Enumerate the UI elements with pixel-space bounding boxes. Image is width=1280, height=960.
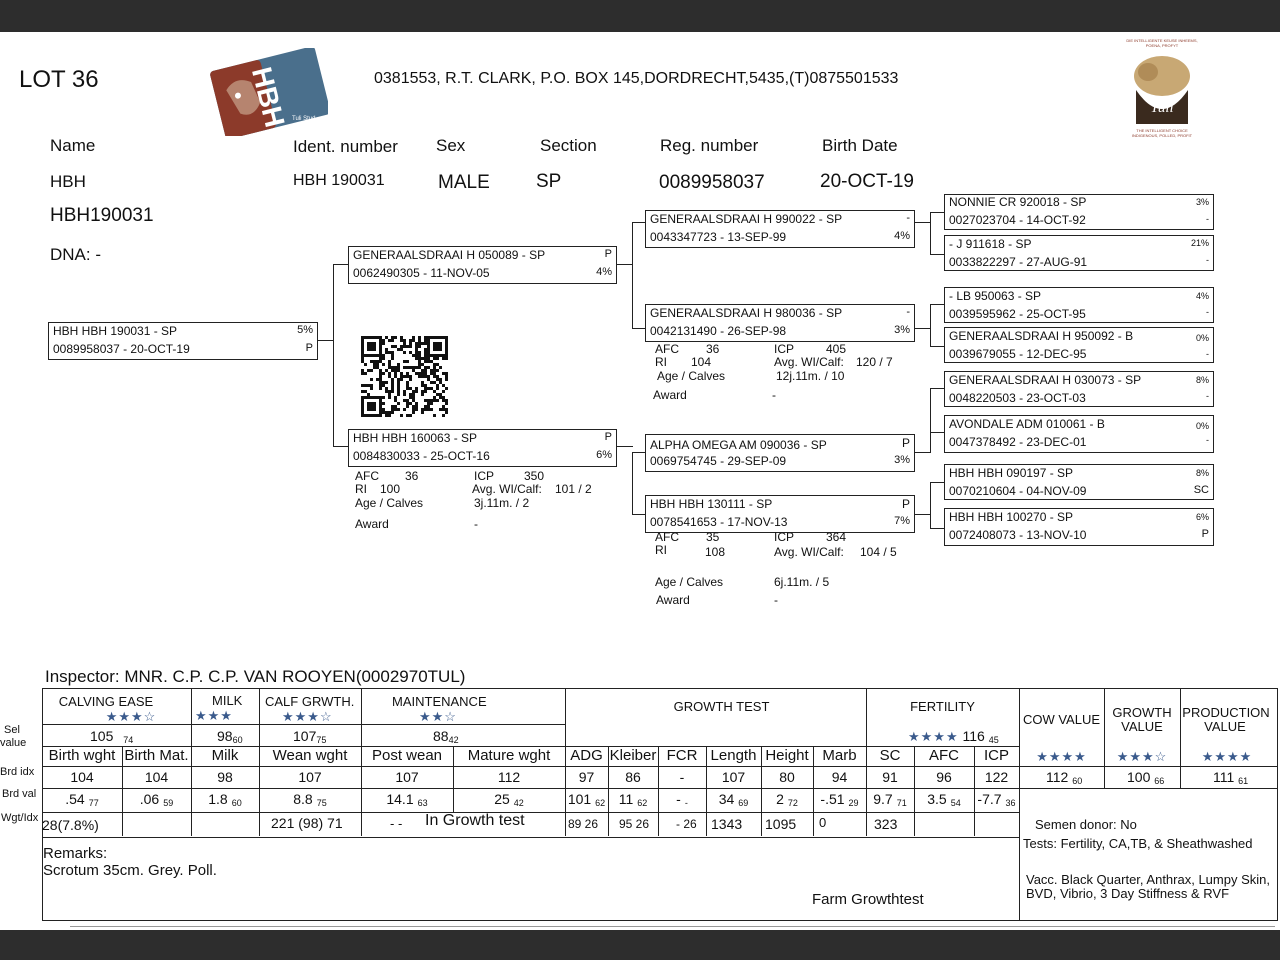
remarks-label: Remarks: — [43, 845, 108, 862]
pedigree-flag: - — [1206, 349, 1209, 359]
icp-value: 405 — [826, 342, 847, 356]
ri-value: 100 — [380, 482, 401, 496]
pedigree-gg-6 — [944, 415, 1214, 453]
pedigree-name: HBH HBH 090197 - SP — [949, 466, 1074, 480]
pedigree-name: HBH HBH 100270 - SP — [949, 510, 1074, 524]
award-label: Award — [653, 388, 687, 402]
column-header: Height — [765, 747, 809, 764]
wgt-height: 1095 — [765, 816, 797, 832]
pedigree-gg-7 — [944, 464, 1214, 500]
pedigree-flag: - — [1206, 391, 1209, 401]
row-label-wgt-idx: Wgt/Idx — [1, 812, 39, 824]
sel-milk: $98_{60}$ — [217, 728, 243, 745]
connector-line — [632, 514, 645, 515]
pedigree-name: AVONDALE ADM 010061 - B — [949, 417, 1105, 431]
header-maintenance: MAINTENANCE — [392, 694, 487, 709]
connector-line — [930, 304, 931, 346]
pedigree-flag: - — [906, 306, 910, 318]
pedigree-percent: 8% — [1195, 375, 1209, 385]
connector-line — [617, 264, 633, 265]
header-growth-value-2: VALUE — [1121, 719, 1163, 734]
inspector: Inspector: MNR. C.P. C.P. VAN ROOYEN(0002970TUL) — [45, 667, 466, 686]
pedigree-percent: 8% — [1195, 468, 1209, 478]
wgt-post-wean: - - — [390, 816, 403, 831]
sel-maintenance: $88_{42}$ — [433, 728, 459, 745]
header-calf-growth: CALF GRWTH. — [265, 694, 355, 709]
age-calves-value: 3j.11m. / 2 — [474, 496, 530, 510]
pedigree-flag: - — [906, 212, 910, 224]
pedigree-percent: 6% — [1195, 512, 1209, 522]
idx-cow-value: 112 $_{60}$ — [1046, 769, 1083, 786]
column-header: Birth wght — [48, 747, 116, 764]
pedigree-name: GENERAALSDRAAI H 050089 - SP — [353, 248, 546, 262]
idx-production-value: 111 $_{61}$ — [1213, 769, 1249, 786]
column-header: Marb — [822, 747, 857, 764]
hbh-logo — [210, 48, 328, 136]
wi-calf-value: 104 / 5 — [860, 545, 897, 559]
pedigree-sire-sire — [645, 210, 915, 248]
pedigree-name: ALPHA OMEGA AM 090036 - SP — [650, 438, 827, 452]
pedigree-self — [48, 322, 318, 360]
lot-number: LOT 36 — [19, 66, 99, 93]
table-line — [42, 766, 1278, 767]
breed-index-cell: 107 — [395, 769, 419, 785]
pedigree-reg: 0078541653 - 17-NOV-13 — [650, 515, 788, 529]
pedigree-gg-3 — [944, 287, 1214, 323]
column-header: ADG — [570, 747, 603, 764]
stars-maintenance: ★★☆ — [419, 709, 457, 724]
table-line — [42, 812, 1019, 813]
connector-line — [930, 254, 944, 255]
column-header: Wean wght — [272, 747, 348, 764]
breed-index-cell: 80 — [779, 769, 795, 785]
wi-calf-label: Avg. WI/Calf: — [472, 482, 542, 496]
connector-line — [333, 264, 334, 446]
connector-line — [632, 452, 645, 453]
pedigree-reg: 0072408073 - 13-NOV-10 — [949, 528, 1087, 542]
table-line — [42, 788, 1278, 789]
stars-production-value: ★★★★ — [1201, 749, 1253, 764]
pedigree-flag: SC — [1193, 484, 1209, 496]
breed-index-cell: 96 — [936, 769, 952, 785]
tuli-logo-name: Tuli — [1150, 100, 1174, 116]
breed-index-cell: 107 — [298, 769, 322, 785]
breed-index-cell: 104 — [144, 769, 169, 785]
wgt-marb: 0 — [819, 815, 827, 830]
connector-line — [318, 340, 334, 341]
pedigree-percent: 3% — [894, 324, 910, 336]
column-header: Kleiber — [609, 747, 657, 764]
breed-value-cell: 11 $_{62}$ — [618, 791, 648, 808]
wgt-adg: 89 26 — [568, 817, 599, 831]
pedigree-sire-dam — [645, 304, 915, 342]
connector-line — [930, 388, 931, 432]
table-line — [42, 837, 1019, 838]
breed-index-cell: 104 — [70, 769, 94, 785]
pedigree-sire — [348, 246, 617, 284]
animal-code: HBH190031 — [50, 205, 154, 226]
award-label: Award — [656, 593, 690, 607]
pedigree-gg-8 — [944, 508, 1214, 546]
hbh-logo-text: HBH — [245, 64, 291, 131]
column-header: Birth Mat. — [124, 747, 189, 764]
pedigree-reg: 0039595962 - 25-OCT-95 — [949, 307, 1086, 321]
afc-label: AFC — [655, 530, 679, 544]
stars-cow-value: ★★★★ — [1036, 749, 1087, 764]
connector-line — [617, 446, 633, 447]
animal-section: SP — [536, 171, 562, 192]
header-milk: MILK — [212, 693, 243, 708]
connector-line — [930, 432, 931, 452]
breed-value-cell: - $_-$ — [676, 791, 688, 808]
pedigree-dam — [348, 429, 617, 467]
stars-milk: ★★★ — [195, 708, 233, 723]
farm-growthtest: Farm Growthtest — [812, 891, 924, 908]
pedigree-gg-4 — [944, 327, 1214, 363]
owner-line: 0381553, R.T. CLARK, P.O. BOX 145,DORDRECHT,5435,(T)0875501533 — [374, 70, 899, 87]
pedigree-reg: 0062490305 - 11-NOV-05 — [353, 266, 490, 280]
breed-index-cell: 98 — [217, 769, 233, 785]
breed-value-cell: 34 $_{69}$ — [718, 791, 749, 808]
column-header: SC — [879, 747, 901, 764]
pedigree-name: GENERAALSDRAAI H 990022 - SP — [650, 212, 843, 226]
breed-value-cell: 25 $_{42}$ — [494, 791, 524, 808]
label-section: Section — [540, 136, 597, 155]
breed-index-cell: 97 — [578, 769, 595, 785]
icp-label: ICP — [474, 469, 495, 483]
age-calves-label: Age / Calves — [657, 369, 726, 383]
pedigree-name: GENERAALSDRAAI H 980036 - SP — [650, 306, 843, 320]
idx-growth-value: 100 $_{66}$ — [1127, 769, 1165, 786]
pedigree-percent: 4% — [894, 230, 910, 242]
pedigree-dam-sire — [645, 434, 915, 472]
wgt-fcr: - 26 — [676, 817, 697, 831]
pedigree-name: - LB 950063 - SP — [949, 289, 1042, 303]
pedigree-name: GENERAALSDRAAI H 950092 - B — [949, 329, 1134, 343]
pedigree-percent: 7% — [894, 515, 910, 527]
row-label-brd-val: Brd val — [2, 788, 37, 800]
breed-value-cell: -7.7 $_{36}$ — [977, 791, 1016, 808]
age-calves-value: 6j.11m. / 5 — [774, 575, 830, 589]
pedigree-reg: 0047378492 - 23-DEC-01 — [949, 435, 1087, 449]
stars-calving-ease: ★★★☆ — [105, 709, 157, 724]
remarks: Scrotum 35cm. Grey. Poll. — [43, 862, 217, 879]
stars-fertility: ★★★★ — [908, 729, 959, 744]
pedigree-reg: 0089958037 - 20-OCT-19 — [53, 342, 190, 356]
connector-line — [915, 222, 931, 223]
connector-line — [915, 452, 931, 453]
pedigree-flag: - — [1206, 307, 1209, 317]
vaccinations-2: BVD, Vibrio, 3 Day Stiffness & RVF — [1026, 886, 1230, 901]
stars-calf-growth: ★★★☆ — [282, 709, 333, 724]
wgt-birth: 28(7.8%) — [42, 817, 99, 833]
sel-calving-ease: 105 $_{74}$ — [90, 728, 134, 745]
footer-line — [70, 926, 1275, 927]
header-growth-value-1: GROWTH — [1112, 705, 1172, 720]
ri-label: RI — [355, 482, 367, 496]
tuli-logo-top: DIE INTELLIGENTE KEUSE INHEEMS, POENA, PROFYT — [1126, 38, 1198, 48]
connector-line — [333, 264, 349, 265]
ri-value: 108 — [705, 545, 726, 559]
wgt-growth-test-note: In Growth test — [425, 812, 525, 829]
age-calves-label: Age / Calves — [355, 496, 424, 510]
wi-calf-value: 101 / 2 — [555, 482, 592, 496]
connector-line — [632, 452, 633, 514]
animal-ident: HBH 190031 — [293, 172, 385, 189]
breed-value-cell: 3.5 $_{54}$ — [927, 791, 961, 808]
pedigree-reg: 0027023704 - 14-OCT-92 — [949, 213, 1086, 227]
semen-donor: Semen donor: No — [1035, 817, 1137, 832]
column-header: Mature wght — [467, 747, 551, 764]
table-line — [1180, 688, 1181, 788]
pedigree-flag: P — [305, 342, 313, 354]
header-production-value-1: PRODUCTION — [1182, 705, 1270, 720]
award-value: - — [474, 517, 478, 531]
pedigree-percent: 0% — [1195, 421, 1209, 431]
pedigree-name: NONNIE CR 920018 - SP — [949, 195, 1087, 209]
afc-label: AFC — [655, 342, 679, 356]
qr-code — [361, 336, 449, 418]
pedigree-name: HBH HBH 190031 - SP — [53, 324, 178, 338]
pedigree-percent: 5% — [297, 324, 313, 336]
sel-fertility: ★★★★ 116 $_{45}$ — [908, 728, 999, 745]
ri-label: RI — [655, 355, 667, 369]
pedigree-percent: 6% — [596, 449, 612, 461]
column-header: Post wean — [371, 747, 443, 764]
tuli-logo — [1124, 38, 1200, 140]
row-label-brd-idx: Brd idx — [0, 766, 35, 778]
animal-reg: 0089958037 — [659, 172, 765, 193]
pedigree-reg: 0033822297 - 27-AUG-91 — [949, 255, 1088, 269]
wi-calf-value: 120 / 7 — [856, 355, 893, 369]
ri-value: 104 — [691, 355, 712, 369]
connector-line — [632, 222, 645, 223]
breed-index-cell: 107 — [721, 769, 746, 785]
connector-line — [930, 482, 931, 528]
top-bar — [0, 0, 1280, 32]
column-header: AFC — [929, 747, 959, 764]
sel-calf-growth: $107_{75}$ — [293, 728, 327, 745]
label-birth: Birth Date — [822, 136, 898, 155]
connector-line — [930, 212, 944, 213]
column-header: Length — [710, 747, 757, 764]
animal-name: HBH — [50, 172, 86, 191]
icp-label: ICP — [774, 342, 795, 356]
age-calves-label: Age / Calves — [655, 575, 724, 589]
pedigree-percent: 4% — [596, 266, 612, 278]
wgt-kleiber: 95 26 — [619, 817, 650, 831]
pedigree-gg-1 — [944, 194, 1214, 230]
award-value: - — [772, 388, 776, 402]
breed-value-cell: 101 $_{62}$ — [567, 791, 606, 808]
tests: Tests: Fertility, CA,TB, & Sheathwashed — [1023, 836, 1253, 851]
pedigree-flag: - — [1206, 435, 1209, 445]
pedigree-reg: 0048220503 - 23-OCT-03 — [949, 391, 1086, 405]
pedigree-flag: P — [901, 497, 910, 511]
breed-index-cell: 112 — [497, 769, 521, 785]
breed-index-cell: 94 — [831, 769, 848, 785]
breed-value-cell: 14.1 $_{63}$ — [386, 791, 428, 808]
afc-value: 36 — [706, 342, 720, 356]
wgt-wean: 221 (98) 71 — [271, 815, 343, 831]
pedigree-reg: 0042131490 - 26-SEP-98 — [650, 324, 787, 338]
pedigree-reg: 0070210604 - 04-NOV-09 — [949, 484, 1087, 498]
pedigree-percent: 21% — [1190, 238, 1209, 248]
header-fertility: FERTILITY — [910, 699, 975, 714]
breed-value-cell: .54 $_{77}$ — [65, 791, 99, 808]
pedigree-reg: 0084830033 - 25-OCT-16 — [353, 449, 490, 463]
pedigree-name: - J 911618 - SP — [949, 237, 1032, 251]
wgt-sc: 323 — [874, 816, 898, 832]
connector-line — [915, 514, 931, 515]
wi-calf-label: Avg. WI/Calf: — [774, 355, 844, 369]
label-ident: Ident. number — [293, 137, 398, 156]
pedigree-percent: 0% — [1195, 333, 1209, 343]
pedigree-flag: P — [604, 431, 612, 443]
pedigree-gg-2 — [944, 235, 1214, 271]
pedigree-flag: P — [901, 436, 910, 450]
icp-value: 350 — [524, 469, 545, 483]
connector-line — [930, 304, 944, 305]
header-production-value-2: VALUE — [1204, 719, 1246, 734]
pedigree-percent: 3% — [1195, 197, 1209, 207]
header-calving-ease: CALVING EASE — [58, 694, 154, 709]
label-reg: Reg. number — [660, 136, 759, 155]
pedigree-gg-5 — [944, 371, 1214, 407]
connector-line — [930, 528, 944, 529]
age-calves-value: 12j.11m. / 10 — [776, 369, 845, 383]
award-label: Award — [355, 517, 389, 531]
afc-label: AFC — [355, 469, 379, 483]
column-header: ICP — [983, 747, 1009, 764]
bottom-bar — [0, 930, 1280, 960]
connector-line — [333, 446, 349, 447]
connector-line — [930, 432, 944, 433]
pedigree-name: HBH HBH 130111 - SP — [650, 497, 773, 511]
column-header: Milk — [211, 747, 239, 764]
wgt-length: 1343 — [711, 816, 743, 832]
pedigree-flag: - — [1206, 255, 1209, 265]
breed-index-cell: 122 — [984, 769, 1009, 785]
pedigree-reg: 0043347723 - 13-SEP-99 — [650, 230, 787, 244]
icp-value: 364 — [826, 530, 847, 544]
breed-index-cell: - — [679, 769, 685, 785]
connector-line — [930, 346, 944, 347]
animal-dna: DNA: - — [50, 245, 101, 264]
pedigree-percent: 4% — [1195, 291, 1209, 301]
award-value: - — [774, 593, 778, 607]
pedigree-dam-dam — [645, 495, 915, 533]
label-sex: Sex — [436, 136, 466, 155]
afc-value: 35 — [706, 530, 720, 544]
stars-growth-value: ★★★☆ — [1116, 749, 1168, 764]
breed-index-cell: 86 — [625, 769, 641, 785]
row-label-sel-value: value — [0, 737, 27, 749]
pedigree-flag: P — [604, 248, 612, 260]
row-label-sel: Sel — [4, 724, 20, 736]
tuli-logo-bottom: THE INTELLIGENT CHOICE INDIGENOUS, POLLED, PROFIT — [1131, 128, 1193, 138]
breed-value-cell: .06 $_{59}$ — [139, 791, 174, 808]
connector-line — [632, 328, 645, 329]
connector-line — [632, 222, 633, 328]
pedigree-name: HBH HBH 160063 - SP — [353, 431, 478, 445]
pedigree-flag: P — [1201, 528, 1209, 540]
connector-line — [930, 388, 944, 389]
connector-line — [930, 482, 944, 483]
table-line — [1104, 688, 1105, 788]
column-header: FCR — [666, 747, 698, 764]
animal-birth: 20-OCT-19 — [820, 171, 914, 192]
header-growth-test: GROWTH TEST — [673, 699, 770, 714]
breed-value-cell: 1.8 $_{60}$ — [208, 791, 242, 808]
breed-value-cell: 8.8 $_{75}$ — [293, 791, 327, 808]
afc-value: 36 — [405, 469, 419, 483]
pedigree-name: GENERAALSDRAAI H 030073 - SP — [949, 373, 1142, 387]
hbh-logo-sub: Tuli Stud — [292, 116, 316, 122]
breed-index-cell: 91 — [882, 769, 898, 785]
pedigree-reg: 0039679055 - 12-DEC-95 — [949, 347, 1087, 361]
animal-sex: MALE — [438, 172, 490, 193]
icp-label: ICP — [774, 530, 795, 544]
connector-line — [915, 328, 931, 329]
pedigree-percent: 3% — [894, 454, 910, 466]
breed-value-cell: 2 $_{72}$ — [776, 791, 798, 808]
vaccinations-1: Vacc. Black Quarter, Anthrax, Lumpy Skin, — [1026, 872, 1270, 887]
ri-label: RI — [655, 543, 667, 557]
wi-calf-label: Avg. WI/Calf: — [774, 545, 844, 559]
pedigree-reg: 0069754745 - 29-SEP-09 — [650, 454, 787, 468]
label-name: Name — [50, 136, 96, 155]
connector-line — [930, 212, 931, 254]
breed-value-cell: 9.7 $_{71}$ — [873, 791, 907, 808]
breed-value-cell: -.51 $_{29}$ — [820, 791, 859, 808]
pedigree-flag: - — [1206, 214, 1209, 224]
header-cow-value: COW VALUE — [1022, 712, 1101, 727]
